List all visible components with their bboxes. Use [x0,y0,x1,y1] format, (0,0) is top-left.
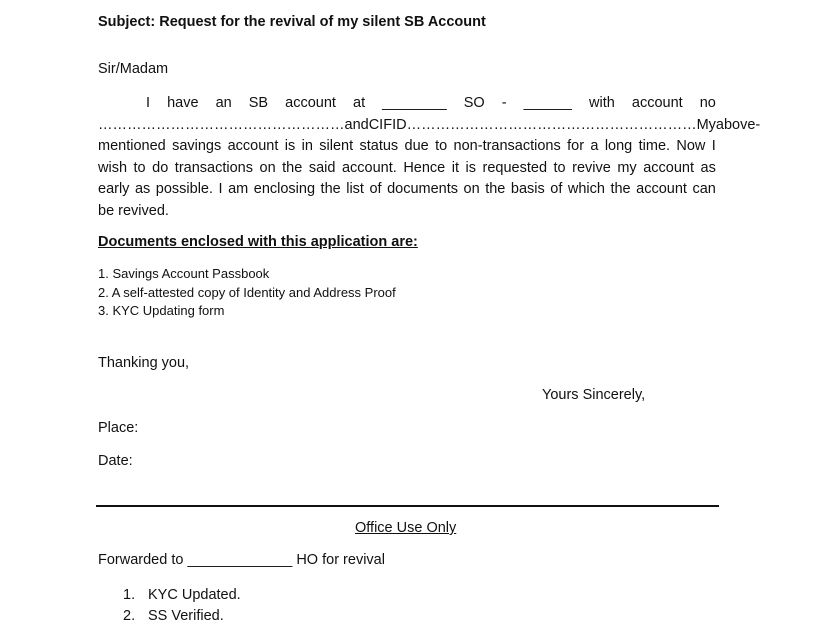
word: as [134,181,151,198]
document-item: 3. KYC Updating form [98,303,225,318]
word: My [696,116,716,133]
word: list [346,181,364,198]
body-line-4 [98,158,716,180]
word: to [435,138,448,155]
word: basis [510,181,545,198]
word: as [700,159,716,176]
documents-heading: Documents enclosed with this application are: [98,234,418,250]
document-item: 1. Savings Account Passbook [98,266,270,281]
word: my [617,159,637,176]
word: due [404,138,429,155]
word: the [282,159,303,176]
word: SO [463,95,485,111]
office-checklist-item: 2. SS Verified. [123,608,224,624]
divider-rule [96,505,719,507]
subject-line: Subject: Request for the revival of my silent SB Account [98,14,486,30]
word: non-transactions [453,138,561,155]
word: to [553,159,566,176]
word: a [590,138,599,155]
document-item: 2. A self-attested copy of Identity and Address Proof [98,284,396,300]
word: ID [392,116,407,133]
word: SB [248,95,269,111]
word: time. [638,138,671,155]
word: am [228,181,249,198]
date-label: Date: [98,453,133,469]
word: can [692,181,716,198]
office-checklist-item: 1. KYC Updated. [123,587,241,603]
word: early [98,181,130,198]
body-line-2 [98,115,761,137]
word: CIF [368,116,393,133]
word: I [146,95,151,111]
word: long [604,138,633,155]
place-label: Place: [98,420,139,436]
word: of [550,181,563,198]
word: revive [572,159,611,176]
word: no [699,95,716,111]
body-line-6: be revived. [98,202,169,219]
word: ______ [523,95,572,111]
word: - [501,95,507,111]
word: it [451,159,459,176]
documents-list [98,265,396,321]
office-use-heading: Office Use Only [355,520,457,536]
word: account [227,138,279,155]
word: account. [341,159,397,176]
word: Now [676,138,706,155]
word: silent [319,138,354,155]
word: the [610,181,631,198]
word: to [133,159,146,176]
word: I [711,138,716,155]
word: on [259,159,276,176]
word: savings [172,138,222,155]
forwarded-to-line: Forwarded to _____________ HO for revival [98,552,385,568]
word: at [353,95,366,111]
word: possible. [155,181,214,198]
word: the [485,181,506,198]
word: account [631,95,683,111]
word: is [465,159,476,176]
word: requested [482,159,548,176]
word: …………………………………………………… [406,116,697,133]
word: of [369,181,382,198]
word: mentioned [98,138,166,155]
word: and [344,116,369,133]
word: Hence [403,159,446,176]
word: said [308,159,336,176]
word: in [301,138,313,155]
word: the [320,181,341,198]
body-line-5 [98,179,716,201]
word: do [152,159,169,176]
word: have [167,95,199,111]
word: wish [98,159,128,176]
office-checklist [123,585,241,627]
word: enclosing [253,181,316,198]
word: account [643,159,694,176]
word: transactions [174,159,253,176]
body-line-1 [98,93,716,115]
word: above- [715,116,761,133]
body-line-3 [98,136,716,158]
word: for [567,138,585,155]
word: …………………………………………… [98,116,345,133]
yours-sincerely: Yours Sincerely, [542,387,646,403]
word: is [284,138,296,155]
word: I [218,181,223,198]
thanking-you: Thanking you, [98,355,190,371]
word: ________ [382,95,447,111]
word: documents [387,181,459,198]
word: which [567,181,605,198]
word: on [463,181,480,198]
word: an [215,95,232,111]
word: with [589,95,615,111]
word: account [636,181,687,198]
body-paragraph [98,93,761,223]
word: account [285,95,336,111]
word: status [359,138,399,155]
salutation: Sir/Madam [98,61,169,77]
